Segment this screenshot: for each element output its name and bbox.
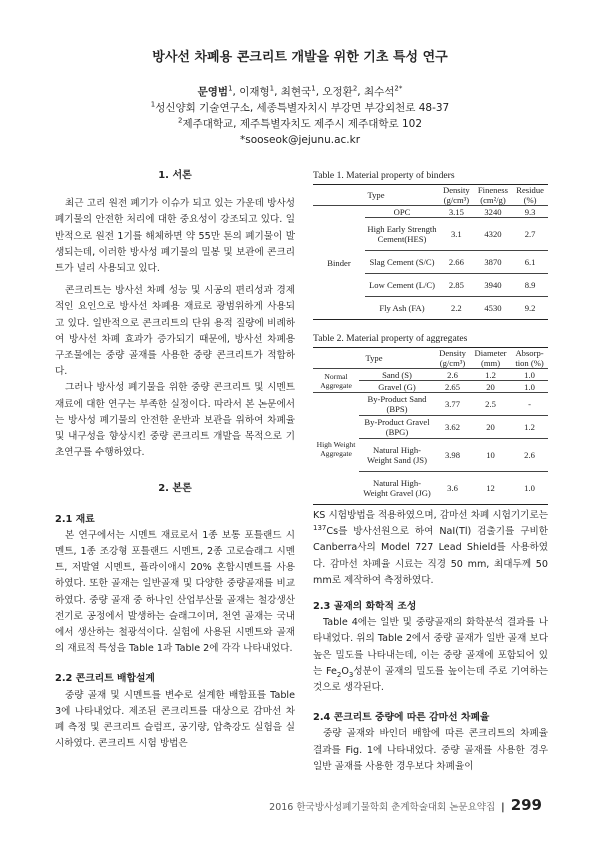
author-4: , 오정환 [315, 86, 353, 98]
table-cell: 3.6 [447, 483, 458, 493]
intro-paragraph-2: 콘크리트는 방사선 차폐 성능 및 시공의 편리성과 경제적인 요인으로 방사선 차폐용 재료로 광범위하게 사용되고 있다. 일반적으로 콘크리트의 단위 용적 질량에 비례하여 방사선 차폐 효과가 증가되기 때문에, 방사선 차폐용 구조물에는 중량 골재를 사용한 중량 콘크리트가 적합하다. [55, 285, 295, 378]
table-2-group-heavy: High Weight Aggregate [313, 393, 359, 505]
mix-design-paragraph: 중량 골재 및 시멘트를 변수로 설계한 배합표를 Table 3에 나타내었다. 제조된 콘크리트를 대상으로 감마선 차폐 측정 및 콘크리트 슬럼프, 공기량, 압축강도 실험을 실시하였다. 콘크리트 시험 방법은 [55, 689, 295, 750]
table-1-group: Binder [313, 206, 365, 320]
footer-proceedings: 2016 한국방사성폐기물학회 춘계학술대회 논문요약집 [269, 802, 496, 813]
table-cell: 1.0 [524, 369, 535, 380]
table-cell: 3940 [484, 280, 502, 290]
table-2-header-density: Density (g/cm³) [439, 348, 466, 368]
table-row: Sand (S) [382, 369, 412, 380]
table-cell: 4320 [484, 229, 502, 239]
table-row: Natural High-Weight Sand (JS) [367, 445, 427, 465]
table-cell: 1.0 [524, 483, 535, 493]
table-1-header-fineness: Fineness (cm²/g) [477, 185, 508, 205]
affiliation-1: $^1$성신양회 기술연구소, 세종특별자치시 부강면 부강외천로 48-37 [150, 100, 450, 114]
shielding-paragraph: 중량 골재와 바인더 배합에 따른 콘크리트의 차폐율 결과를 Fig. 1에 나타내었다. 중량 골재를 사용한 경우 일반 골재를 사용한 경우보다 차폐율이 [313, 728, 548, 772]
table-2-group-normal: Normal Aggregate [320, 371, 352, 390]
table-2 [313, 333, 548, 505]
table-row: Low Cement (L/C) [369, 280, 435, 290]
table-cell: 2.6 [447, 369, 458, 380]
paper-title: 방사선 차폐용 콘크리트 개발을 위한 기초 특성 연구 [152, 50, 448, 65]
table-cell: 20 [486, 422, 495, 432]
footer-separator: | [501, 802, 505, 813]
subsection-heading-mix-design: 2.2 콘크리트 배합설계 [55, 673, 155, 685]
table-row: Fly Ash (FA) [379, 303, 425, 313]
table-2-header-diameter: Diameter (mm) [474, 348, 507, 368]
section-heading-intro: 1. 서론 [158, 170, 192, 181]
page-footer [269, 796, 542, 814]
table-2-grid [313, 347, 548, 505]
table-1-caption: Table 1. Material property of binders [313, 170, 455, 181]
table-cell: 3.15 [448, 206, 464, 217]
table-cell: 12 [486, 483, 495, 493]
table-row: High Early Strength Cement(HES) [367, 224, 437, 244]
table-cell: 3240 [484, 206, 502, 217]
table-1-grid [313, 184, 548, 320]
materials-paragraph: 본 연구에서는 시멘트 재료로서 1종 보통 포틀랜드 시멘트, 1종 조강형 포틀랜드 시멘트, 2종 고로슬래그 시멘트, 저발열 시멘트, 플라이애시 20% 혼합시멘트를 사용하였다. 또한 골재는 일반골재 및 다양한 중량골재를 비교하였다. 중량 골재 중 하나인 산업부산물 골재는 철강생산 전기로 공정에서 발생하는 슬래그이며, 천연 골재는 국내에서 생산하는 철광석이다. 실험에 사용된 시멘트와 골재의 재료적 특성을 Table 1과 Table 2에 각각 나타내었다. [55, 529, 295, 655]
table-cell: 2.6 [524, 450, 535, 460]
table-cell: 9.3 [524, 206, 536, 217]
table-2-header-absorption: Absorp- tion (%) [515, 348, 544, 368]
table-1 [313, 170, 548, 320]
table-cell: - [528, 399, 531, 409]
chemistry-paragraph: Table 4에는 일반 및 중량골재의 화학분석 결과를 나타내었다. 위의 Table 2에서 중량 골재가 일반 골재 보다 높은 밀도를 나타내는데, 이는 중량 골재에 포함되어 있는 $Fe_2O_3$성분이 골재의 밀도를 높이는데 주로 기여하는 것으로 생각된다. [313, 617, 548, 694]
table-2-header-type: Type [365, 353, 383, 363]
author-list: 문영범$^1$, 이재형$^1$, 최현국$^1$, 오정환$^2$, 최수석$^{2*}$ [197, 84, 403, 98]
subsection-heading-materials: 2.1 재료 [55, 513, 95, 525]
table-cell: 10 [486, 450, 495, 460]
table-cell: 9.2 [524, 303, 536, 313]
author-5: , 최수석 [357, 86, 395, 98]
table-cell: 2.65 [444, 381, 461, 392]
intro-paragraph-3: 그러나 방사성 폐기물을 위한 중량 콘크리트 및 시멘트 재료에 대한 연구는 부족한 실정이다. 따라서 본 논문에서는 방사성 폐기물의 안전한 운반과 보관을 위하여 차폐율 및 내구성을 향상시킨 중량 콘크리트 개발을 목적으로 기초연구를 수행하였다. [55, 382, 295, 459]
subsection-heading-chemistry: 2.3 골재의 화학적 조성 [313, 601, 417, 613]
table-cell: 3.77 [444, 399, 461, 409]
table-cell: 3.62 [444, 422, 461, 432]
table-cell: 6.1 [524, 257, 536, 267]
table-cell: 3870 [484, 257, 502, 267]
author-block [0, 84, 600, 148]
table-1-header-residue: Residue (%) [516, 185, 544, 205]
table-1-header-type: Type [367, 190, 385, 200]
table-row: By-Product Gravel (BPG) [364, 417, 430, 437]
table-cell: 2.66 [448, 257, 464, 267]
right-column [313, 508, 548, 775]
table-row: OPC [393, 206, 411, 217]
table-cell: 4530 [484, 303, 502, 313]
table-row: Slag Cement (S/C) [369, 257, 435, 267]
table-cell: 3.1 [450, 229, 462, 239]
table-row: Natural High-Weight Gravel (JG) [363, 478, 431, 498]
test-method-paragraph: KS 시험방법을 적용하였으며, 감마선 차폐 시험기기로는 $^{137}$Cs를 방사선원으로 하여 NaI(Tl) 검출기를 구비한 Canberra사의 Model 727 Lead Shield를 사용하였다. 감마선 차폐율 시료는 직경 50 mm, 최대두께 50 mm로 제작하여 측정하였다. [313, 510, 548, 586]
table-cell: 3.98 [444, 450, 461, 460]
table-cell: 2.85 [448, 280, 464, 290]
table-cell: 20 [486, 381, 495, 392]
page-number: 299 [510, 796, 542, 814]
table-cell: 8.9 [524, 280, 536, 290]
left-column [55, 168, 295, 753]
table-row: By-Product Sand (BPS) [367, 394, 427, 414]
table-cell: 2.7 [524, 229, 536, 239]
table-cell: 1.0 [524, 381, 535, 392]
table-1-header-density: Density (g/cm³) [442, 185, 470, 205]
intro-paragraph-1: 최근 고리 원전 폐기가 이슈가 되고 있는 가운데 방사성 폐기물의 안전한 처리에 대한 중요성이 강조되고 있다. 일반적으로 원전 1기를 해체하면 약 55만 톤의 폐기물이 발생되는데, 이러한 방사성 폐기물의 밀봉 및 보관에 콘크리트가 널리 사용되고 있다. [55, 198, 295, 275]
table-row: Gravel (G) [378, 381, 416, 392]
section-heading-body: 2. 본론 [158, 483, 192, 495]
subsection-heading-shielding: 2.4 콘크리트 중량에 따른 감마선 차폐율 [313, 712, 490, 724]
table-cell: 1.2 [485, 369, 496, 380]
author-2: , 이재형 [232, 86, 270, 98]
affiliation-2: $^2$제주대학교, 제주특별자치도 제주시 제주대학로 102 [177, 116, 423, 130]
table-cell: 2.5 [485, 399, 496, 409]
author-1: 문영범 [197, 86, 229, 98]
author-3: , 최현국 [274, 86, 312, 98]
table-cell: 2.2 [450, 303, 462, 313]
corresponding-email: *sooseok@jejunu.ac.kr [239, 134, 361, 146]
table-cell: 1.2 [524, 422, 535, 432]
table-2-caption: Table 2. Material property of aggregates [313, 333, 468, 344]
